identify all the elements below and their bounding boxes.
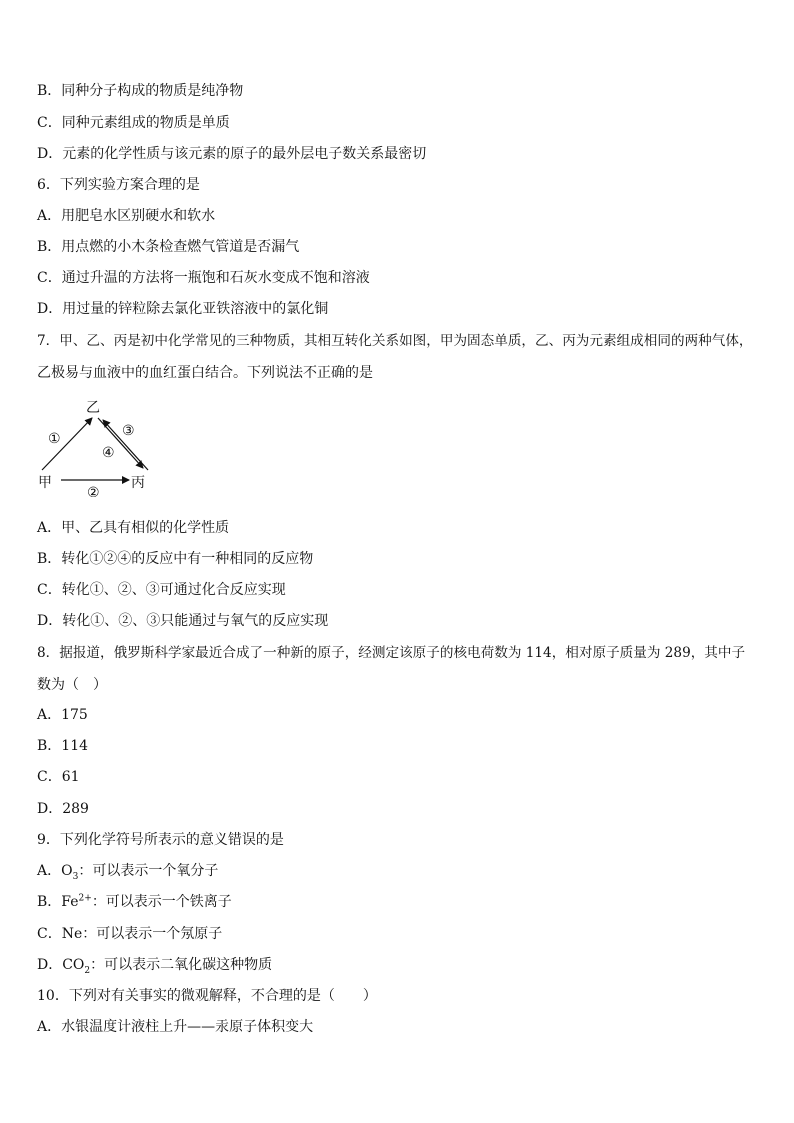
q8-option-a: A．175 [37, 707, 88, 723]
q8-option-d: D．289 [37, 801, 89, 817]
label-4: ④ [102, 445, 115, 461]
label-3: ③ [122, 423, 135, 439]
q9-option-c: C．Ne：可以表示一个氖原子 [37, 926, 223, 942]
conversion-diagram [30, 392, 170, 497]
q9-option-d: D．$CO_2$：可以表示二氧化碳这种物质 [37, 957, 273, 976]
q10-stem: 10．下列对有关事实的微观解释，不合理的是（ ） [37, 988, 377, 1004]
q8-stem-line2: 数为（ ） [37, 677, 107, 693]
q7-option-c: C．转化①、②、③可通过化合反应实现 [37, 582, 286, 598]
q7-stem-line1: 7．甲、乙、丙是初中化学常见的三种物质，其相互转化关系如图，甲为固态单质，乙、丙为元素组成相同的两种气体， [37, 333, 753, 349]
q7-stem-line2: 乙极易与血液中的血红蛋白结合。下列说法不正确的是 [37, 365, 373, 381]
q6-option-b: B．用点燃的小木条检查燃气管道是否漏气 [37, 239, 300, 255]
q6-option-d: D．用过量的锌粒除去氯化亚铁溶液中的氯化铜 [37, 301, 329, 317]
node-yi: 乙 [86, 400, 100, 416]
label-2: ② [87, 485, 100, 497]
q6-stem: 6．下列实验方案合理的是 [37, 177, 200, 193]
q5-option-c: C．同种元素组成的物质是单质 [37, 115, 230, 131]
q8-option-b: B．114 [37, 738, 89, 754]
q6-option-c: C．通过升温的方法将一瓶饱和石灰水变成不饱和溶液 [37, 270, 370, 286]
label-1: ① [48, 431, 61, 447]
q9-option-a: A．$O_3$：可以表示一个氧分子 [37, 863, 219, 882]
q6-option-a: A．用肥皂水区别硬水和软水 [37, 208, 216, 224]
q9-option-b: B．$Fe^{2+}$：可以表示一个铁离子 [37, 893, 232, 910]
node-jia: 甲 [38, 475, 52, 491]
q8-stem-line1: 8．据报道，俄罗斯科学家最近合成了一种新的原子，经测定该原子的核电荷数为 114，相对原子质量为 289，其中子 [37, 645, 746, 661]
q10-option-a: A．水银温度计液柱上升——汞原子体积变大 [37, 1019, 314, 1035]
q7-option-d: D．转化①、②、③只能通过与氧气的反应实现 [37, 613, 329, 629]
q7-option-a: A．甲、乙具有相似的化学性质 [37, 520, 230, 536]
q5-option-b: B．同种分子构成的物质是纯净物 [37, 83, 244, 99]
q5-option-d: D．元素的化学性质与该元素的原子的最外层电子数关系最密切 [37, 146, 427, 162]
q8-option-c: C．61 [37, 769, 80, 785]
q9-stem: 9．下列化学符号所表示的意义错误的是 [37, 832, 284, 848]
q7-option-b: B．转化①②④的反应中有一种相同的反应物 [37, 551, 314, 567]
node-bing: 丙 [131, 475, 145, 491]
